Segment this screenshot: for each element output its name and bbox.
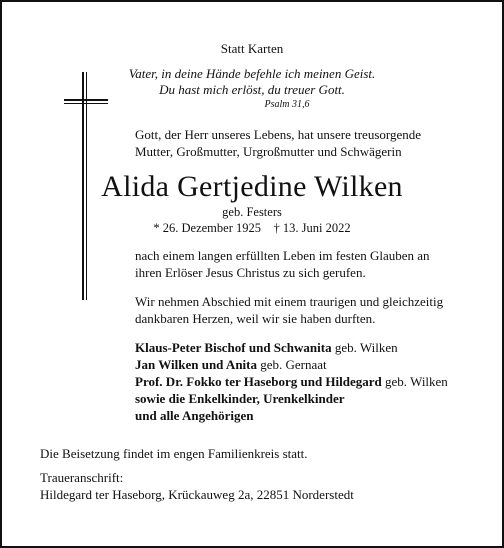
mourner-entry: Jan Wilken und Anita geb. Gernaat	[135, 357, 327, 372]
burial-note: Die Beisetzung findet im engen Familienkreis statt.	[40, 446, 308, 461]
intro-text	[135, 126, 421, 160]
mourning-address	[40, 469, 354, 503]
verse-line-2: Du hast mich erlöst, du treuer Gott.	[159, 82, 345, 97]
mourner-entry: und alle Angehörigen	[135, 408, 254, 423]
mourner-entry: sowie die Enkelkinder, Urenkelkinder	[135, 391, 345, 406]
intro-line-1: Gott, der Herr unseres Lebens, hat unsere treusorgende	[135, 127, 422, 142]
mourner-entry: Klaus-Peter Bischof und Schwanita geb. Wilken	[135, 340, 398, 355]
deceased-name: Alida Gertjedine Wilken	[101, 170, 403, 203]
farewell-line-1: Wir nehmen Abschied mit einem traurigen und gleichzeitig	[135, 294, 444, 309]
header-text: Statt Karten	[220, 41, 284, 56]
mourners-list	[135, 339, 448, 424]
mourner-entry: Prof. Dr. Fokko ter Haseborg und Hildegard geb. Wilken	[135, 374, 448, 389]
passing-line-1: nach einem langen erfüllten Leben im festen Glauben an	[135, 248, 430, 263]
verse-reference: Psalm 31,6	[264, 99, 310, 110]
verse-line-1: Vater, in deine Hände befehle ich meinen Geist.	[128, 66, 376, 81]
farewell-text	[135, 293, 443, 327]
life-dates: * 26. Dezember 1925 † 13. Juni 2022	[153, 221, 351, 235]
passing-line-2: ihren Erlöser Jesus Christus zu sich gerufen.	[135, 265, 366, 280]
address-label: Traueranschrift:	[40, 470, 124, 485]
bible-verse	[2, 66, 502, 112]
maiden-name: geb. Festers	[222, 205, 282, 219]
farewell-line-2: dankbaren Herzen, weil wir sie haben durften.	[135, 311, 376, 326]
passing-text	[135, 247, 430, 281]
address-line: Hildegard ter Haseborg, Krückauweg 2a, 22851 Norderstedt	[40, 487, 354, 502]
intro-line-2: Mutter, Großmutter, Urgroßmutter und Schwägerin	[135, 144, 402, 159]
